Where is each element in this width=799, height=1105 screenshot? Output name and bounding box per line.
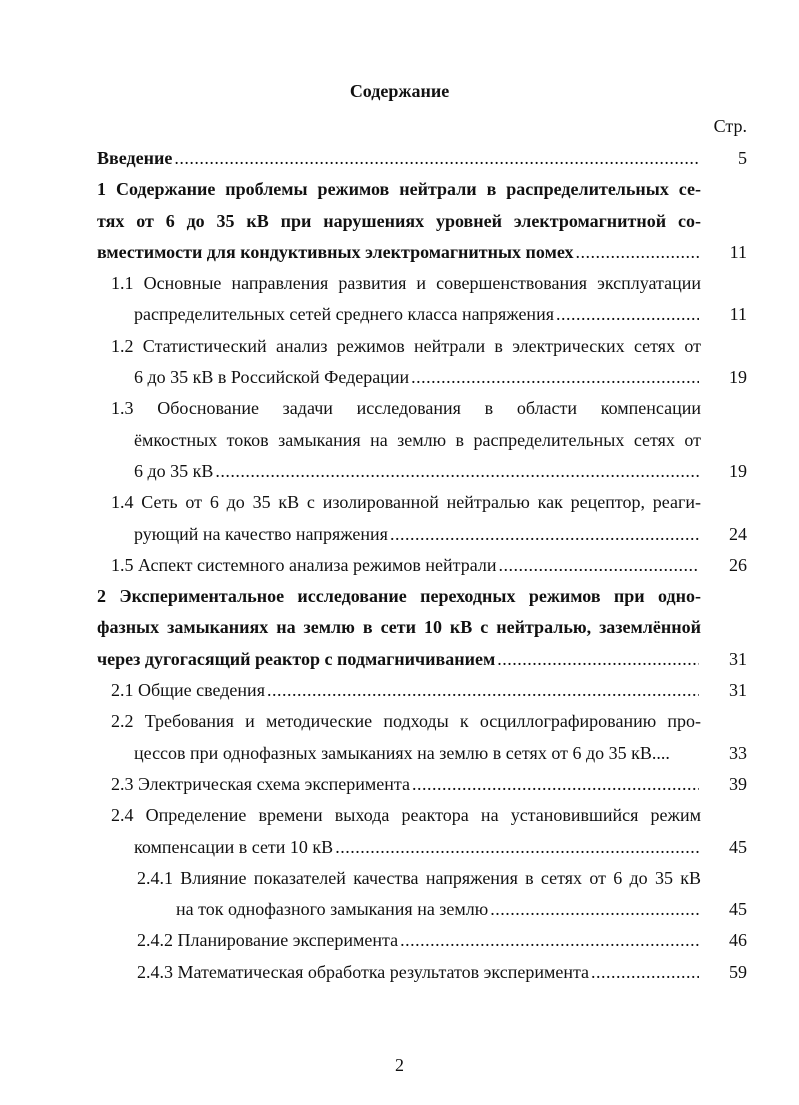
- toc-entry-chapter-1[interactable]: [0, 174, 799, 268]
- dot-leader: [390, 519, 699, 550]
- toc-page-number: 11: [729, 304, 747, 325]
- toc-entry-2-4[interactable]: [0, 800, 799, 863]
- dot-leader: [215, 456, 699, 487]
- toc-entry-text: на ток однофазного замыкания на землю: [176, 899, 489, 920]
- toc-entry-text: 1.5 Аспект системного анализа режимов нейтрали: [111, 554, 497, 575]
- dot-leader: [497, 644, 699, 675]
- toc-entry-text: цессов при однофазных замыканиях на землю в сетях от 6 до 35 кВ....: [134, 742, 670, 763]
- dot-leader: [575, 237, 699, 268]
- toc-page-number: 45: [729, 899, 747, 920]
- toc-entry-1-5[interactable]: [0, 550, 799, 581]
- toc-entry-2-3[interactable]: [0, 769, 799, 800]
- toc-entry-text: тях от 6 до 35 кВ при нарушениях уровней электромагнитной со-: [97, 210, 701, 231]
- toc-entry-text: через дугогасящий реактор с подмагничиванием: [97, 648, 496, 669]
- dot-leader: [267, 675, 699, 706]
- toc-page-number: 45: [729, 836, 747, 857]
- toc-entry-text: ёмкостных токов замыкания на землю в распределительных сетях от: [134, 429, 701, 450]
- table-of-contents: [0, 143, 799, 988]
- toc-page-number: 59: [729, 961, 747, 982]
- toc-page-number: 33: [729, 742, 747, 763]
- toc-entry-text: вместимости для кондуктивных электромагнитных помех: [97, 241, 574, 262]
- dot-leader: [411, 362, 699, 393]
- toc-page-number: 19: [729, 367, 747, 388]
- toc-entry-text: 2.4.2 Планирование эксперимента: [137, 930, 399, 951]
- toc-entry-text: 6 до 35 кВ: [134, 460, 214, 481]
- toc-entry-text: 1.2 Статистический анализ режимов нейтрали в электрических сетях от: [111, 335, 701, 356]
- dot-leader: [499, 550, 700, 581]
- toc-entry-1-3[interactable]: [0, 393, 799, 487]
- toc-page-number: 26: [729, 554, 747, 575]
- page-number-footer: 2: [395, 1055, 404, 1075]
- toc-entry-text: фазных замыканиях на землю в сети 10 кВ с нейтралью, заземлённой: [97, 617, 701, 638]
- toc-entry-text: распределительных сетей среднего класса напряжения: [134, 304, 554, 325]
- dot-leader: [335, 832, 699, 863]
- toc-entry-text: 1.4 Сеть от 6 до 35 кВ с изолированной нейтралью как рецептор, реаги-: [111, 492, 701, 513]
- dot-leader: [174, 143, 699, 174]
- toc-entry-text: 2.4.1 Влияние показателей качества напряжения в сетях от 6 до 35 кВ: [137, 867, 701, 888]
- toc-page-number: 31: [729, 648, 747, 669]
- toc-entry-text: 2.3 Электрическая схема эксперимента: [111, 773, 410, 794]
- page-column-label: Стр.: [713, 116, 747, 136]
- toc-entry-text: рующий на качество напряжения: [134, 523, 388, 544]
- toc-entry-text: 2 Экспериментальное исследование переходных режимов при одно-: [97, 586, 701, 607]
- toc-entry-text: 2.4.3 Математическая обработка результатов эксперимента: [137, 961, 590, 982]
- toc-entry-text: Введение: [97, 148, 173, 168]
- toc-entry-2-4-3[interactable]: [0, 957, 799, 988]
- toc-entry-2-1[interactable]: [0, 675, 799, 706]
- toc-entry-1-2[interactable]: [0, 331, 799, 394]
- dot-leader: [400, 925, 699, 956]
- dot-leader: [556, 299, 699, 330]
- dot-leader: [412, 769, 699, 800]
- toc-entry-text: 2.2 Требования и методические подходы к осциллографированию про-: [111, 711, 701, 732]
- toc-page-number: 19: [729, 460, 747, 481]
- toc-page-number: 39: [729, 773, 747, 794]
- toc-entry-text: 1.1 Основные направления развития и совершенствования эксплуатации: [111, 273, 701, 294]
- toc-entry-text: 2.1 Общие сведения: [111, 680, 265, 701]
- toc-entry-2-2[interactable]: [0, 706, 799, 769]
- toc-entry-2-4-2[interactable]: [0, 925, 799, 956]
- toc-page-number: 5: [738, 148, 747, 168]
- dot-leader: [490, 894, 699, 925]
- toc-entry-text: компенсации в сети 10 кВ: [134, 836, 334, 857]
- toc-entry-chapter-2[interactable]: [0, 581, 799, 675]
- toc-entry-text: 6 до 35 кВ в Российской Федерации: [134, 367, 410, 388]
- toc-page-number: 24: [729, 523, 747, 544]
- toc-page-number: 46: [729, 930, 747, 951]
- toc-entry-2-4-1[interactable]: [0, 863, 799, 926]
- page-title: Содержание: [349, 81, 450, 101]
- toc-entry-introduction[interactable]: [0, 143, 799, 174]
- toc-entry-text: 1 Содержание проблемы режимов нейтрали в распределительных се-: [97, 179, 701, 200]
- toc-page-number: 31: [729, 680, 747, 701]
- toc-entry-1-4[interactable]: [0, 487, 799, 550]
- toc-entry-text: 1.3 Обоснование задачи исследования в области компенсации: [111, 398, 701, 419]
- toc-entry-text: 2.4 Определение времени выхода реактора на установившийся режим: [111, 805, 701, 826]
- toc-page-number: 11: [729, 241, 747, 262]
- dot-leader: [591, 957, 699, 988]
- toc-entry-1-1[interactable]: [0, 268, 799, 331]
